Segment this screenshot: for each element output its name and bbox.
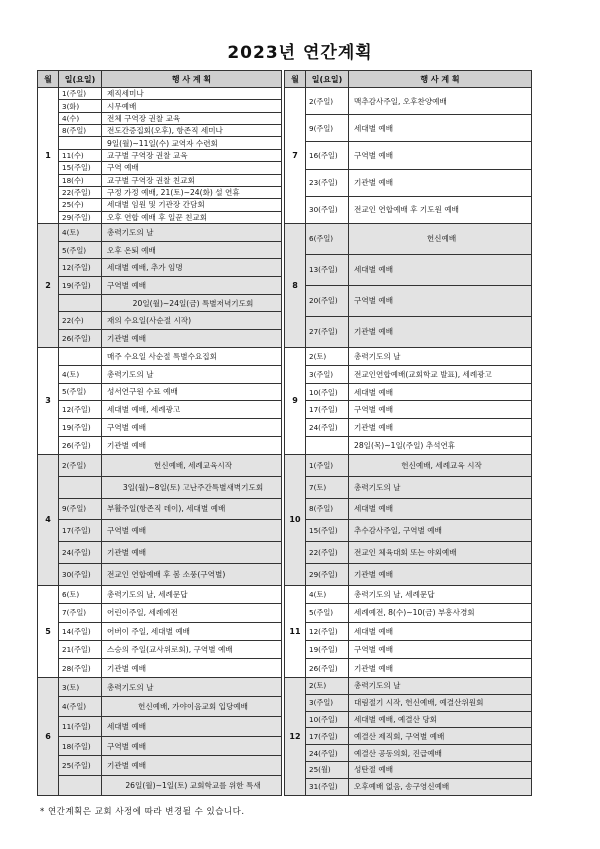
day-cell: 31(주일): [306, 778, 349, 795]
event-cell: 세대별 예배: [349, 115, 532, 142]
event-cell: 3일(월)~8일(토) 고난주간특별새벽기도회: [102, 476, 282, 498]
day-cell: 18(수): [59, 174, 102, 186]
day-cell: 5(주일): [59, 383, 102, 401]
schedule-row: [38, 419, 282, 437]
schedule-row: [38, 277, 282, 295]
event-cell: 오후 온퇴 예배: [102, 241, 282, 259]
day-cell: 4(토): [59, 223, 102, 241]
event-cell: 구역 예배: [102, 162, 282, 174]
schedule-table-right: [284, 70, 532, 796]
schedule-row: [38, 776, 282, 796]
day-cell: 15(주일): [59, 162, 102, 174]
day-cell: [59, 476, 102, 498]
day-cell: 30(주일): [306, 196, 349, 223]
day-cell: 20(주일): [306, 285, 349, 316]
day-cell: 14(주일): [59, 622, 102, 640]
event-cell: 기관별 예배: [349, 316, 532, 347]
event-cell: 총력기도의 날, 세례문답: [102, 585, 282, 603]
event-cell: 세대별 예배: [102, 717, 282, 737]
schedule-row: [285, 520, 532, 542]
schedule-row: [285, 745, 532, 762]
schedule-row: [38, 520, 282, 542]
schedule-row: [38, 437, 282, 455]
event-cell: 구역별 예배: [349, 401, 532, 419]
schedule-row: [38, 697, 282, 717]
event-cell: 교구별 구역장 권찰 친교회: [102, 174, 282, 186]
schedule-row: [285, 659, 532, 677]
day-cell: 6(주일): [306, 223, 349, 254]
event-cell: 전교인 연합예배 후 기도원 예배: [349, 196, 532, 223]
event-cell: 기관별 예배: [102, 330, 282, 348]
day-cell: 11(주일): [59, 717, 102, 737]
day-cell: 24(주일): [59, 542, 102, 564]
event-cell: 총력기도의 날: [102, 223, 282, 241]
event-cell: 전교인 체육대회 또는 야외예배: [349, 542, 532, 564]
event-cell: 기관별 예배: [349, 169, 532, 196]
day-cell: 4(주일): [59, 697, 102, 717]
day-cell: 12(주일): [306, 622, 349, 640]
event-cell: 총력기도의 날: [349, 677, 532, 694]
event-cell: 28일(목)~1일(주일) 추석연휴: [349, 437, 532, 455]
day-cell: 30(주일): [59, 563, 102, 585]
schedule-row: [285, 585, 532, 603]
event-cell: 구역별 예배: [102, 419, 282, 437]
event-cell: 전교인연합예배(교회학교 발표), 세례광고: [349, 365, 532, 383]
schedule-row: [285, 564, 532, 586]
day-cell: 10(주일): [306, 383, 349, 401]
day-cell: 19(주일): [306, 641, 349, 659]
schedule-row: [285, 142, 532, 169]
event-cell: 오후 연합 예배 후 일꾼 친교회: [102, 211, 282, 223]
month-header: 월: [285, 71, 306, 88]
schedule-row: [38, 241, 282, 259]
month-cell: 4: [38, 454, 59, 585]
schedule-row: [285, 476, 532, 498]
schedule-row: [285, 437, 532, 455]
schedule-row: [38, 223, 282, 241]
footnote: * 연간계획은 교회 사정에 따라 변경될 수 있습니다.: [40, 807, 245, 817]
schedule-row: [38, 659, 282, 677]
schedule-row: [285, 419, 532, 437]
day-cell: 22(수): [59, 312, 102, 330]
day-cell: 6(토): [59, 585, 102, 603]
month-cell: 2: [38, 223, 59, 347]
day-cell: 13(주일): [306, 254, 349, 285]
schedule-row: [285, 285, 532, 316]
event-cell: 총력기도의 날: [102, 677, 282, 697]
schedule-row: [38, 162, 282, 174]
event-cell: 오후예배 없음, 송구영신예배: [349, 778, 532, 795]
month-cell: 10: [285, 454, 306, 585]
event-cell: 세대별 임원 및 기관장 간담회: [102, 199, 282, 211]
event-cell: 재의 수요일(사순절 시작): [102, 312, 282, 330]
schedule-row: [38, 454, 282, 476]
day-cell: 28(주일): [59, 659, 102, 677]
day-header: 일(요일): [59, 71, 102, 88]
day-cell: 23(주일): [306, 169, 349, 196]
day-cell: 26(주일): [306, 659, 349, 677]
day-cell: 2(토): [306, 347, 349, 365]
schedule-row: [38, 330, 282, 348]
event-cell: 교구별 구역장 권찰 교육: [102, 149, 282, 161]
event-cell: 구역별 예배: [349, 641, 532, 659]
event-cell: 구역별 예배: [102, 277, 282, 295]
schedule-row: [285, 254, 532, 285]
schedule-row: [38, 199, 282, 211]
schedule-row: [38, 186, 282, 198]
event-cell: 어린이주일, 세례예전: [102, 604, 282, 622]
events-header: 행 사 계 획: [349, 71, 532, 88]
day-cell: 7(주일): [59, 604, 102, 622]
day-cell: 2(주일): [306, 88, 349, 115]
day-cell: 11(수): [59, 149, 102, 161]
day-cell: 15(주일): [306, 520, 349, 542]
month-cell: 1: [38, 88, 59, 224]
schedule-row: [285, 223, 532, 254]
day-cell: 3(주일): [306, 365, 349, 383]
day-cell: [59, 776, 102, 796]
day-cell: 2(주일): [59, 454, 102, 476]
schedule-row: [38, 88, 282, 100]
event-cell: 성탄절 예배: [349, 762, 532, 779]
event-cell: 성서연구원 수료 예배: [102, 383, 282, 401]
schedule-row: [38, 736, 282, 756]
schedule-row: [38, 476, 282, 498]
month-cell: 3: [38, 347, 59, 454]
event-cell: 총력기도의 날, 세례문답: [349, 585, 532, 603]
day-cell: 4(수): [59, 112, 102, 124]
schedule-row: [38, 563, 282, 585]
event-cell: 기관별 예배: [102, 659, 282, 677]
event-cell: 기관별 예배: [102, 437, 282, 455]
month-cell: 7: [285, 88, 306, 224]
month-header: 월: [38, 71, 59, 88]
month-cell: 12: [285, 677, 306, 795]
schedule-row: [285, 316, 532, 347]
schedule-row: [285, 88, 532, 115]
event-cell: 총력기도의 날: [102, 365, 282, 383]
schedule-row: [38, 498, 282, 520]
day-cell: 29(주일): [59, 211, 102, 223]
schedule-row: [285, 778, 532, 795]
event-cell: 헌신예배, 세례교육시작: [102, 454, 282, 476]
schedule-row: [38, 294, 282, 312]
schedule-row: [38, 174, 282, 186]
schedule-row: [285, 711, 532, 728]
event-cell: 맥추감사주일, 오후찬양예배: [349, 88, 532, 115]
day-cell: 8(주일): [306, 498, 349, 520]
day-cell: 17(주일): [306, 401, 349, 419]
schedule-row: [285, 641, 532, 659]
event-cell: 세대별 예배: [349, 254, 532, 285]
event-cell: 기관별 예배: [349, 659, 532, 677]
schedule-row: [285, 401, 532, 419]
event-cell: 구정 가정 예배, 21(토)~24(화) 설 연휴: [102, 186, 282, 198]
day-cell: 25(주일): [59, 756, 102, 776]
day-cell: 1(주일): [59, 88, 102, 100]
day-cell: 25(월): [306, 762, 349, 779]
schedule-table-left: [37, 70, 282, 796]
schedule-row: [38, 622, 282, 640]
event-cell: 총력기도의 날: [349, 476, 532, 498]
schedule-row: [38, 542, 282, 564]
day-cell: 3(토): [59, 677, 102, 697]
schedule-row: [285, 728, 532, 745]
schedule-row: [285, 498, 532, 520]
event-cell: 구역별 예배: [349, 285, 532, 316]
schedule-row: [38, 365, 282, 383]
event-cell: 총력기도의 날: [349, 347, 532, 365]
schedule-row: [38, 401, 282, 419]
schedule-row: [285, 196, 532, 223]
schedule-row: [285, 115, 532, 142]
day-cell: 19(주일): [59, 277, 102, 295]
schedule-row: [38, 149, 282, 161]
month-cell: 6: [38, 677, 59, 795]
event-cell: 기관별 예배: [102, 756, 282, 776]
schedule-row: [38, 347, 282, 365]
day-cell: 24(주일): [306, 745, 349, 762]
event-cell: 예결산 제직회, 구역별 예배: [349, 728, 532, 745]
event-cell: 헌신예배, 세례교육 시작: [349, 454, 532, 476]
event-cell: 기관별 예배: [349, 564, 532, 586]
day-cell: 8(주일): [59, 125, 102, 137]
event-cell: 구역별 예배: [349, 142, 532, 169]
schedule-row: [38, 137, 282, 149]
day-cell: 19(주일): [59, 419, 102, 437]
schedule-row: [285, 454, 532, 476]
day-cell: 22(주일): [306, 542, 349, 564]
event-cell: 세대별 예배: [349, 498, 532, 520]
schedule-row: [38, 100, 282, 112]
day-cell: 22(주일): [59, 186, 102, 198]
table-header-row: [38, 71, 282, 88]
day-cell: 9(주일): [59, 498, 102, 520]
schedule-row: [285, 383, 532, 401]
day-cell: 24(주일): [306, 419, 349, 437]
month-cell: 5: [38, 585, 59, 677]
day-cell: [59, 137, 102, 149]
schedule-row: [285, 677, 532, 694]
month-cell: 8: [285, 223, 306, 347]
day-cell: 9(주일): [306, 115, 349, 142]
month-cell: 9: [285, 347, 306, 454]
day-cell: 4(토): [59, 365, 102, 383]
event-cell: 세대별 예배: [349, 622, 532, 640]
day-cell: [59, 294, 102, 312]
day-cell: 12(주일): [59, 259, 102, 277]
event-cell: 전체 구역장 권찰 교육: [102, 112, 282, 124]
schedule-row: [38, 756, 282, 776]
event-cell: 전교인 연합예배 후 봄 소풍(구역별): [102, 563, 282, 585]
schedule-row: [38, 604, 282, 622]
event-cell: 9일(월)~11일(수) 교역자 수련회: [102, 137, 282, 149]
schedule-row: [38, 259, 282, 277]
schedule-row: [285, 604, 532, 622]
day-cell: 18(주일): [59, 736, 102, 756]
events-header: 행 사 계 획: [102, 71, 282, 88]
event-cell: 세대별 예배, 예결산 당회: [349, 711, 532, 728]
day-cell: 3(주일): [306, 694, 349, 711]
day-cell: 21(주일): [59, 640, 102, 658]
event-cell: 매주 수요일 사순절 특별수요집회: [102, 347, 282, 365]
schedule-row: [38, 640, 282, 658]
schedule-row: [285, 694, 532, 711]
month-cell: 11: [285, 585, 306, 677]
schedule-row: [38, 125, 282, 137]
day-cell: [306, 437, 349, 455]
event-cell: 제직세미나: [102, 88, 282, 100]
day-cell: 4(토): [306, 585, 349, 603]
event-cell: 시무예배: [102, 100, 282, 112]
schedule-row: [38, 585, 282, 603]
schedule-row: [285, 365, 532, 383]
event-cell: 부활주일(항존직 데이), 세대별 예배: [102, 498, 282, 520]
event-cell: 헌신예배, 가야이음교회 입당예배: [102, 697, 282, 717]
day-cell: 5(주일): [59, 241, 102, 259]
day-cell: 29(주일): [306, 564, 349, 586]
event-cell: 세례예전, 8(수)~10(금) 부흥사경회: [349, 604, 532, 622]
event-cell: 예결산 공동의회, 진급예배: [349, 745, 532, 762]
day-cell: [59, 347, 102, 365]
day-cell: 1(주일): [306, 454, 349, 476]
day-cell: 27(주일): [306, 316, 349, 347]
schedule-row: [38, 211, 282, 223]
schedule-row: [38, 312, 282, 330]
event-cell: 구역별 예배: [102, 736, 282, 756]
day-header: 일(요일): [306, 71, 349, 88]
schedule-row: [38, 677, 282, 697]
day-cell: 5(주일): [306, 604, 349, 622]
day-cell: 17(주일): [306, 728, 349, 745]
event-cell: 대림절기 시작, 헌신예배, 예결산위원회: [349, 694, 532, 711]
day-cell: 10(주일): [306, 711, 349, 728]
day-cell: 26(주일): [59, 437, 102, 455]
schedule-row: [38, 112, 282, 124]
event-cell: 기관별 예배: [102, 542, 282, 564]
day-cell: 26(주일): [59, 330, 102, 348]
schedule-row: [285, 762, 532, 779]
schedule-row: [285, 622, 532, 640]
event-cell: 헌신예배: [349, 223, 532, 254]
day-cell: 3(화): [59, 100, 102, 112]
schedule-row: [285, 542, 532, 564]
event-cell: 26일(월)~1일(토) 교회학교를 위한 특새: [102, 776, 282, 796]
event-cell: 추수감사주일, 구역별 예배: [349, 520, 532, 542]
schedule-row: [38, 383, 282, 401]
day-cell: 2(토): [306, 677, 349, 694]
event-cell: 기관별 예배: [349, 419, 532, 437]
day-cell: 25(수): [59, 199, 102, 211]
event-cell: 세대별 예배: [349, 383, 532, 401]
schedule-row: [285, 169, 532, 196]
day-cell: 7(토): [306, 476, 349, 498]
schedule-row: [285, 347, 532, 365]
day-cell: 16(주일): [306, 142, 349, 169]
event-cell: 구역별 예배: [102, 520, 282, 542]
table-header-row: [285, 71, 532, 88]
event-cell: 전도간증집회(오후), 항존직 세미나: [102, 125, 282, 137]
page-title: 2023년 연간계획: [227, 43, 373, 63]
event-cell: 어버이 주일, 세대별 예배: [102, 622, 282, 640]
event-cell: 스승의 주일(교사위로회), 구역별 예배: [102, 640, 282, 658]
event-cell: 세대별 예배, 세례광고: [102, 401, 282, 419]
event-cell: 세대별 예배, 추가 임명: [102, 259, 282, 277]
event-cell: 20일(월)~24일(금) 특별저녁기도회: [102, 294, 282, 312]
day-cell: 12(주일): [59, 401, 102, 419]
schedule-row: [38, 717, 282, 737]
day-cell: 17(주일): [59, 520, 102, 542]
